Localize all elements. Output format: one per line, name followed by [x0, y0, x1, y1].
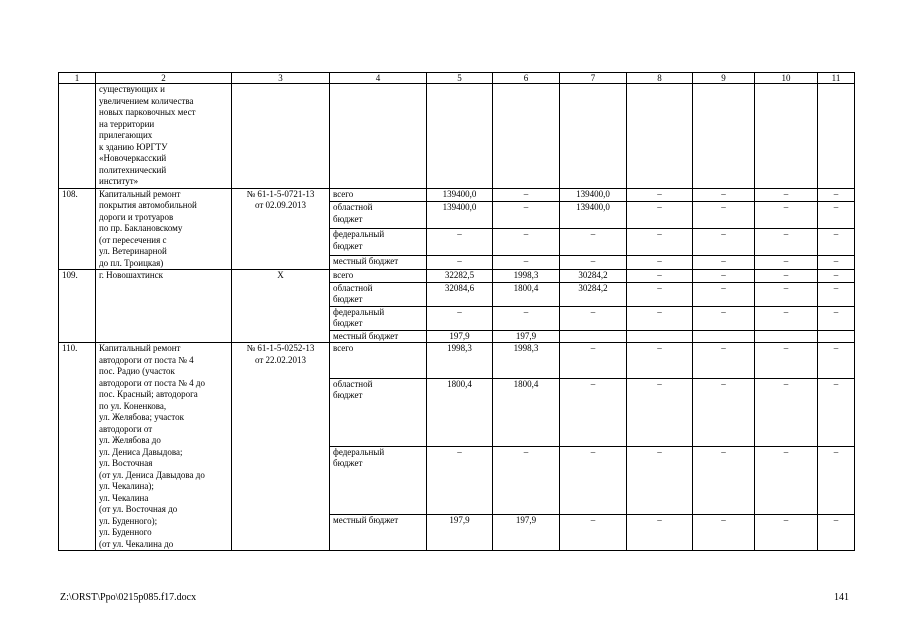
funding-source [330, 515, 427, 551]
column-number: 6 [493, 73, 560, 84]
object-name-line: на территории [99, 118, 155, 129]
object-name-line: по ул. Коненкова, [99, 400, 167, 411]
amount-cell: – [818, 256, 855, 270]
amount-cell: – [755, 306, 818, 330]
amount-cell: – [560, 515, 627, 551]
funding-source-line: местный бюджет [333, 515, 399, 526]
document-line: № 61-1-5-0721-13 [246, 188, 315, 199]
funding-source-line: бюджет [333, 390, 363, 401]
object-name-line: пос. Красный; автодорога [99, 389, 198, 399]
object-name-line: «Новочеркасский [99, 153, 167, 163]
object-name-line: новых парковочных мест [99, 107, 196, 117]
funding-source [330, 306, 427, 330]
funding-source [330, 330, 427, 343]
document-line: от 02.09.2013 [254, 200, 307, 210]
amount-cell: – [755, 343, 818, 379]
amount-cell: – [627, 343, 693, 379]
amount-cell: – [755, 378, 818, 446]
object-name-line: прилегающих [99, 130, 153, 140]
amount-cell: – [560, 446, 627, 514]
amount-cell: – [818, 202, 855, 229]
object-name-line: к зданию ЮРГТУ [99, 141, 168, 152]
amount-cell: – [427, 306, 493, 330]
amount-cell: – [693, 446, 755, 514]
funding-source-line: федеральный [333, 306, 385, 317]
amount-cell: – [627, 378, 693, 446]
amount-cell: – [427, 256, 493, 270]
object-name-line: ул. Желябова; участок [99, 412, 184, 422]
amount-cell: – [627, 515, 693, 551]
amount-cell: – [693, 282, 755, 306]
object-name-line: ул. Желябова до [99, 435, 161, 445]
amount-cell: – [818, 446, 855, 514]
object-name-line: институт» [99, 176, 139, 186]
amount-cell: – [627, 202, 693, 229]
amount-cell: – [693, 378, 755, 446]
object-name-line: ул. Чекалина [99, 492, 149, 503]
object-name-line: автодороги от поста № 4 до [99, 377, 205, 388]
table-row [59, 270, 855, 283]
object-name-line: Капитальный ремонт [99, 188, 181, 199]
object-name-line: увеличением количества [99, 95, 194, 106]
amount-cell: – [627, 256, 693, 270]
amount-cell [627, 330, 693, 343]
amount-cell: – [627, 446, 693, 514]
object-name-line: существующих и [99, 84, 165, 94]
column-number: 2 [96, 73, 232, 84]
amount-cell: – [818, 282, 855, 306]
amount-cell [693, 330, 755, 343]
column-number: 10 [755, 73, 818, 84]
object-name-line: пос. Радио (участок [99, 366, 175, 376]
amount-cell: – [493, 188, 560, 202]
amount-cell: – [560, 343, 627, 379]
row-number: 110. [59, 343, 96, 551]
amount-cell: – [818, 515, 855, 551]
object-name-line: автодороги от поста № 4 [99, 354, 194, 365]
column-number: 4 [330, 73, 427, 84]
amount-cell: – [493, 446, 560, 514]
amount-cell: – [693, 188, 755, 202]
funding-source-line: местный бюджет [333, 330, 399, 341]
table-row [59, 343, 855, 379]
amount-cell: – [818, 306, 855, 330]
funding-source-line: областной [333, 378, 373, 389]
column-number: 3 [232, 73, 330, 84]
amount-cell: – [755, 229, 818, 256]
amount-cell: – [755, 188, 818, 202]
object-name-line: ул. Чекалина); [99, 481, 154, 491]
funding-source-line: всего [333, 270, 354, 280]
object-name-line: автодороги от [99, 423, 153, 434]
amount-cell: – [693, 515, 755, 551]
amount-cell: – [693, 202, 755, 229]
continuation-row [59, 84, 855, 189]
object-name-line: г. Новошахтинск [99, 270, 163, 280]
funding-source-line: бюджет [333, 458, 363, 469]
amount-cell: – [427, 229, 493, 256]
funding-source-line: всего [333, 343, 354, 353]
funding-source-line: бюджет [333, 213, 363, 224]
amount-cell: – [818, 343, 855, 379]
amount-cell: 197,9 [427, 515, 493, 551]
funding-source [330, 282, 427, 306]
amount-cell: – [755, 282, 818, 306]
column-number: 9 [693, 73, 755, 84]
object-name-line: ул. Ветеринарной [99, 246, 167, 256]
object-name-line: ул. Буденного [99, 527, 152, 537]
amount-cell: – [627, 282, 693, 306]
object-name-line: Капитальный ремонт [99, 343, 181, 353]
table-row [59, 188, 855, 202]
funding-source [330, 229, 427, 256]
continued-object-name [96, 84, 232, 189]
amount-cell: 1800,4 [427, 378, 493, 446]
funding-source-line: бюджет [333, 318, 363, 328]
amount-cell [818, 330, 855, 343]
funding-source [330, 270, 427, 283]
amount-cell: 1800,4 [493, 378, 560, 446]
amount-cell: 139400,0 [427, 188, 493, 202]
object-name-line: по пр. Баклановскому [99, 223, 183, 233]
funding-source-line: областной [333, 282, 373, 293]
budget-table [58, 72, 855, 551]
amount-cell: 32282,5 [427, 270, 493, 283]
amount-cell: – [818, 270, 855, 283]
amount-cell: – [493, 229, 560, 256]
amount-cell: – [818, 229, 855, 256]
object-name [96, 343, 232, 551]
funding-source [330, 256, 427, 270]
amount-cell: 30284,2 [560, 282, 627, 306]
amount-cell: – [560, 378, 627, 446]
funding-source-line: всего [333, 188, 354, 199]
row-number: 108. [59, 188, 96, 270]
amount-cell: 30284,2 [560, 270, 627, 283]
amount-cell: – [755, 446, 818, 514]
amount-cell: 1998,3 [493, 343, 560, 379]
object-name-line: (от ул. Восточная до [99, 504, 178, 514]
object-name [96, 270, 232, 343]
amount-cell: – [493, 256, 560, 270]
amount-cell: – [627, 229, 693, 256]
amount-cell: – [693, 229, 755, 256]
amount-cell: – [627, 306, 693, 330]
amount-cell: – [560, 306, 627, 330]
funding-source [330, 446, 427, 514]
row-number: 109. [59, 270, 96, 343]
amount-cell: – [693, 256, 755, 270]
column-number: 5 [427, 73, 493, 84]
funding-source-line: федеральный [333, 446, 385, 457]
funding-source [330, 343, 427, 379]
column-number: 8 [627, 73, 693, 84]
amount-cell: – [755, 515, 818, 551]
funding-source-line: бюджет [333, 240, 363, 251]
amount-cell: – [755, 256, 818, 270]
amount-cell: 197,9 [493, 515, 560, 551]
funding-source-line: областной [333, 202, 373, 213]
amount-cell: – [693, 343, 755, 379]
column-number-header [59, 73, 855, 84]
expertise-document [232, 343, 330, 551]
amount-cell: 197,9 [493, 330, 560, 343]
amount-cell: – [818, 188, 855, 202]
amount-cell: 1800,4 [493, 282, 560, 306]
amount-cell: 139400,0 [560, 202, 627, 229]
amount-cell: – [493, 202, 560, 229]
object-name-line: до пл. Троицкая) [99, 257, 164, 268]
funding-source [330, 202, 427, 229]
amount-cell: – [560, 229, 627, 256]
amount-cell: – [493, 306, 560, 330]
amount-cell: 32084,6 [427, 282, 493, 306]
amount-cell: 197,9 [427, 330, 493, 343]
file-path: Z:\ORST\Ppo\0215p085.f17.docx [60, 592, 197, 603]
page-number: 141 [834, 592, 849, 603]
amount-cell: – [627, 270, 693, 283]
funding-source [330, 378, 427, 446]
object-name-line: покрытия автомобильной [99, 200, 197, 210]
object-name-line: ул. Восточная [99, 458, 153, 468]
document-line: от 22.02.2013 [254, 354, 307, 365]
amount-cell: – [755, 270, 818, 283]
funding-source-line: федеральный [333, 229, 385, 240]
amount-cell: 139400,0 [560, 188, 627, 202]
object-name-line: (от ул. Дениса Давыдова до [99, 469, 205, 480]
column-number: 1 [59, 73, 96, 84]
column-number: 7 [560, 73, 627, 84]
document-line: № 61-1-5-0252-13 [246, 343, 315, 353]
amount-cell: 139400,0 [427, 202, 493, 229]
amount-cell: – [427, 446, 493, 514]
amount-cell: – [627, 188, 693, 202]
object-name-line: политехнический [99, 164, 167, 175]
expertise-document [232, 270, 330, 343]
document-line: Х [277, 270, 284, 280]
object-name-line: дороги и тротуаров [99, 211, 174, 222]
amount-cell: – [693, 270, 755, 283]
funding-source-line: бюджет [333, 294, 363, 304]
object-name [96, 188, 232, 270]
object-name-line: (от ул. Чекалина до [99, 538, 174, 549]
funding-source-line: местный бюджет [333, 256, 399, 267]
column-number: 11 [818, 73, 855, 84]
expertise-document [232, 188, 330, 270]
amount-cell [560, 330, 627, 343]
amount-cell [755, 330, 818, 343]
amount-cell: – [755, 202, 818, 229]
amount-cell: 1998,3 [427, 343, 493, 379]
amount-cell: – [560, 256, 627, 270]
amount-cell: 1998,3 [493, 270, 560, 283]
funding-source [330, 188, 427, 202]
object-name-line: ул. Дениса Давыдова; [99, 446, 183, 457]
amount-cell: – [818, 378, 855, 446]
object-name-line: (от пересечения с [99, 234, 167, 245]
amount-cell: – [693, 306, 755, 330]
object-name-line: ул. Буденного); [99, 515, 158, 526]
